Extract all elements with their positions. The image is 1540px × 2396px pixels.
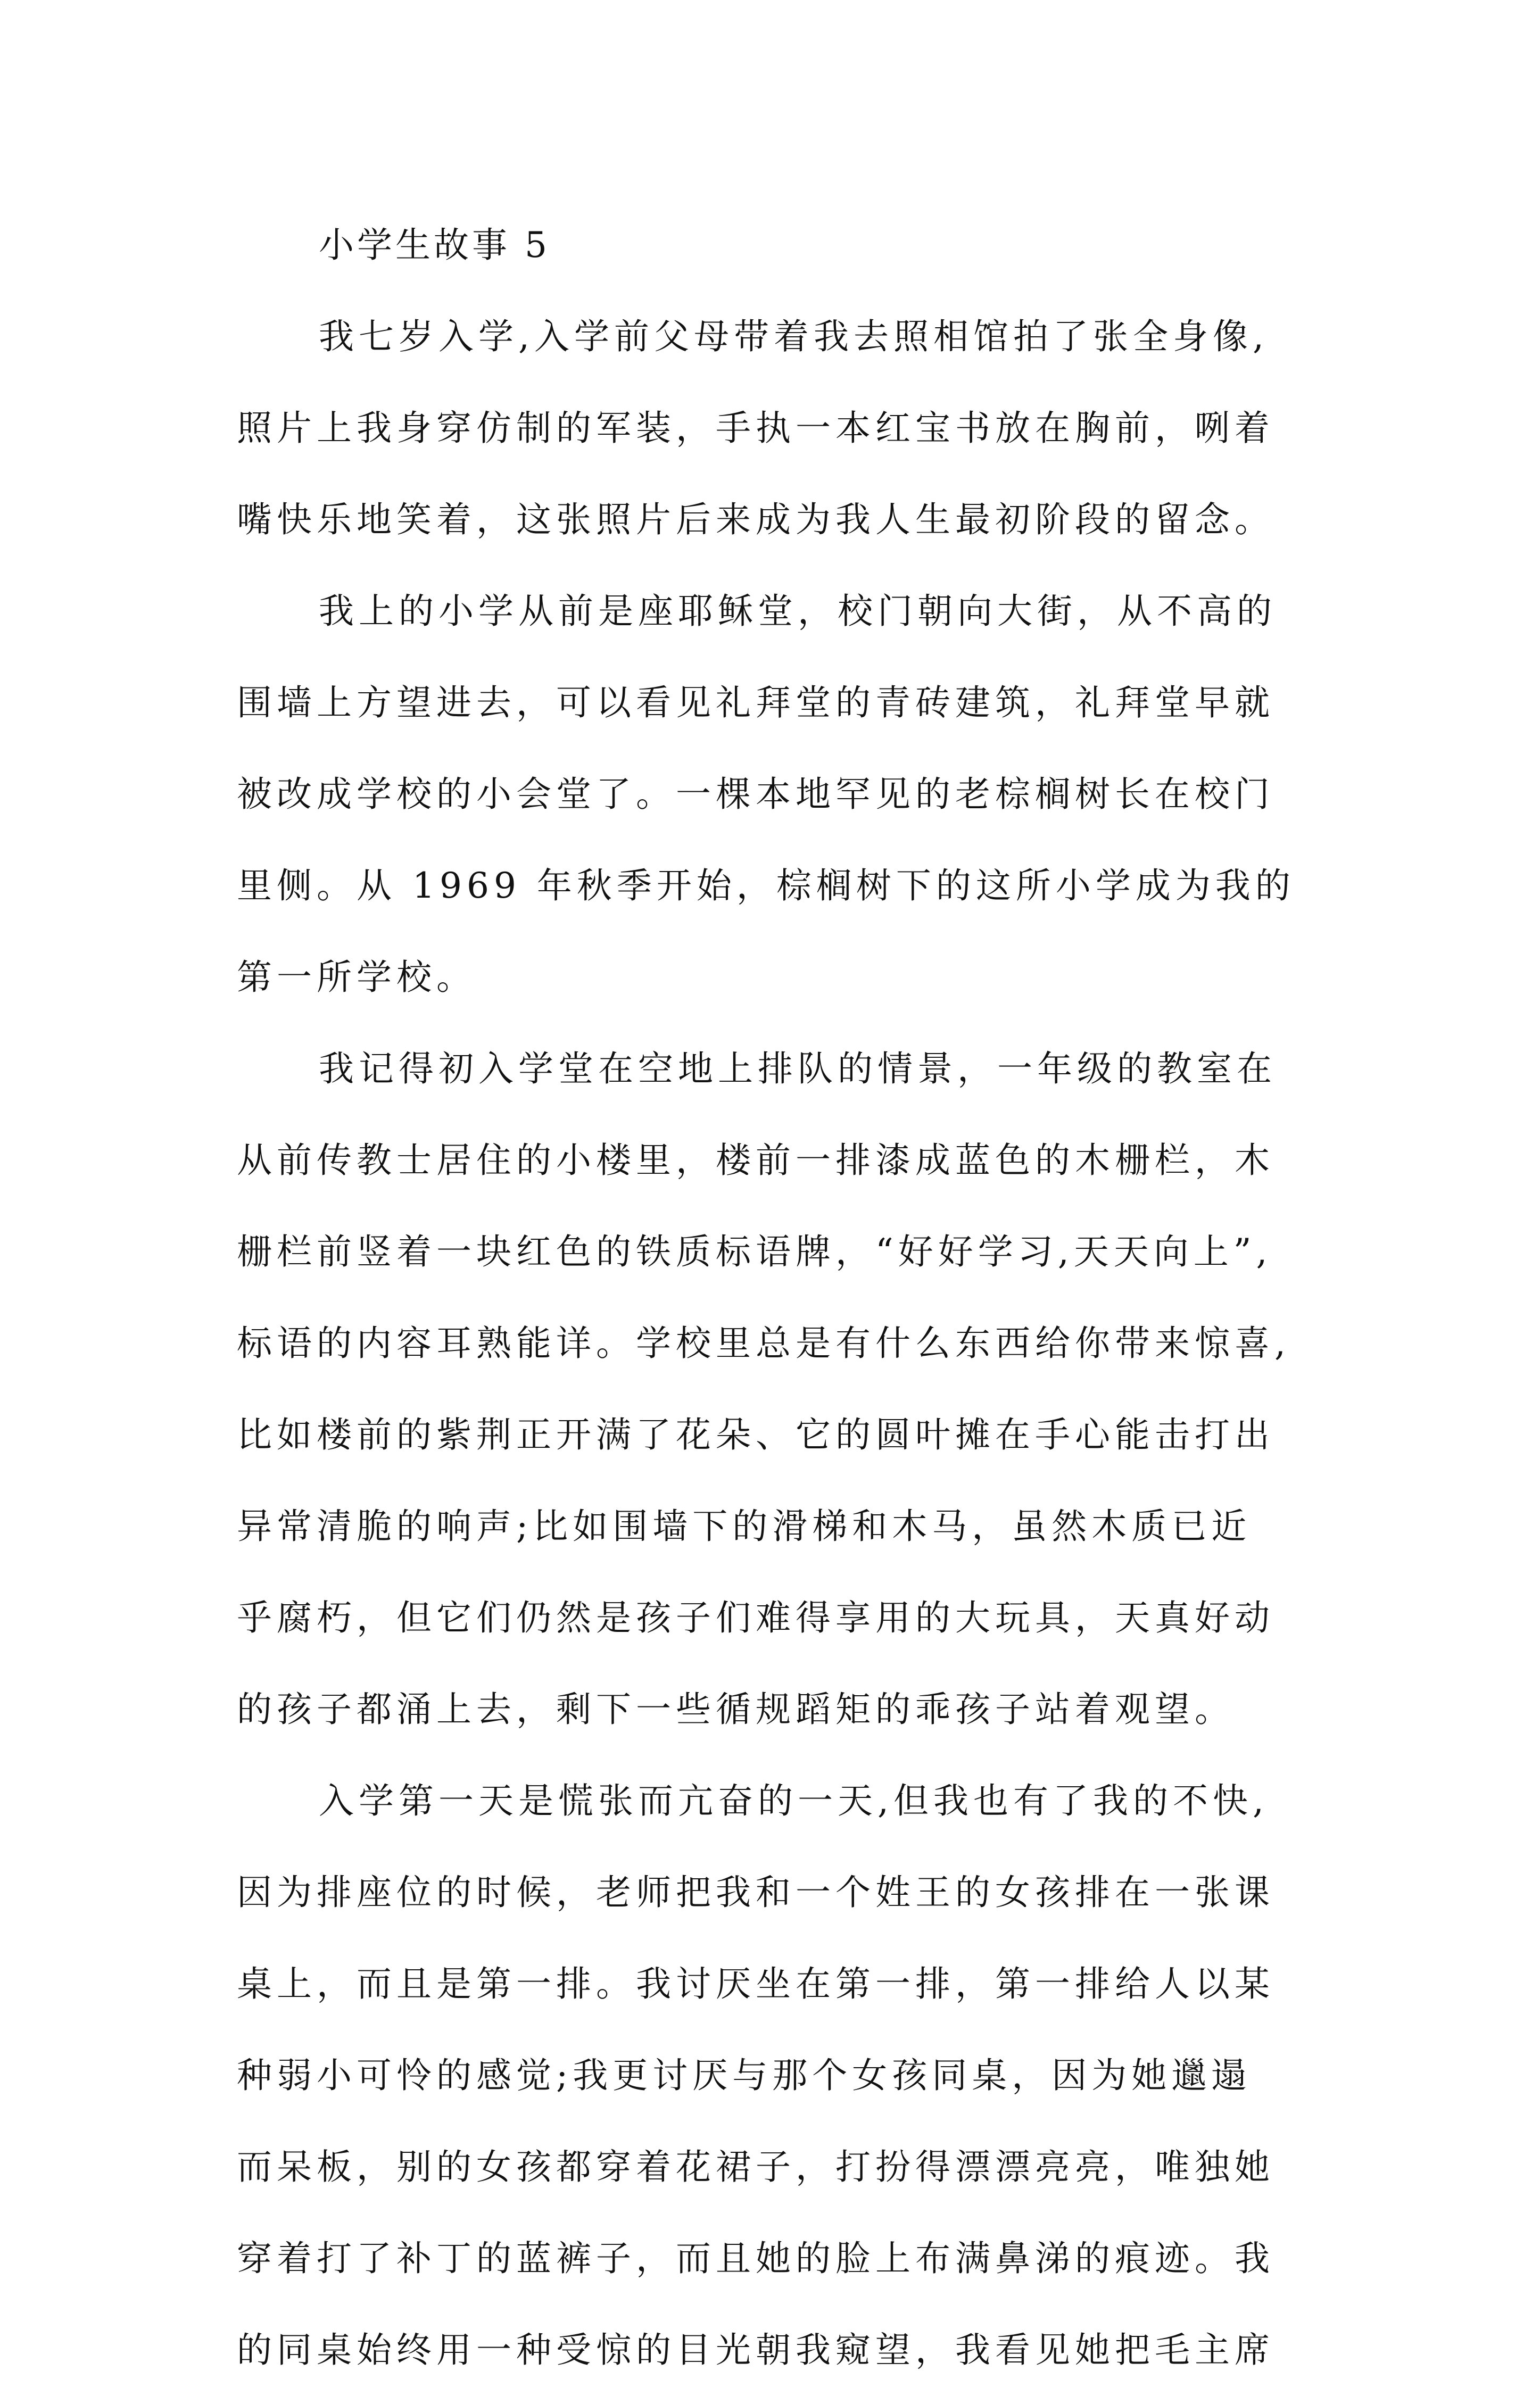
paragraph-3-line-2: 从前传教士居住的小楼里，楼前一排漆成蓝色的木栅栏，木 — [237, 1140, 1274, 1181]
paragraph-3-line-3: 栅栏前竖着一块红色的铁质标语牌，“好好学习,天天向上”, — [237, 1231, 1272, 1272]
paragraph-4-line-2: 因为排座位的时候，老师把我和一个姓王的女孩排在一张课 — [237, 1872, 1274, 1913]
paragraph-2-line-2: 围墙上方望进去，可以看见礼拜堂的青砖建筑，礼拜堂早就 — [237, 682, 1274, 723]
paragraph-1-line-3: 嘴快乐地笑着，这张照片后来成为我人生最初阶段的留念。 — [237, 499, 1274, 540]
paragraph-3-line-5: 比如楼前的紫荆正开满了花朵、它的圆叶摊在手心能击打出 — [237, 1414, 1274, 1455]
paragraph-4-line-7: 的同桌始终用一种受惊的目光朝我窥望，我看见她把毛主席 — [237, 2329, 1274, 2370]
paragraph-3-line-1: 我记得初入学堂在空地上排队的情景，一年级的教室在 — [319, 1048, 1277, 1089]
paragraph-3-line-6: 异常清脆的响声;比如围墙下的滑梯和木马，虽然木质已近 — [237, 1506, 1252, 1547]
paragraph-3-line-4: 标语的内容耳熟能详。学校里总是有什么东西给你带来惊喜, — [237, 1323, 1290, 1364]
document-title: 小学生故事 5 — [319, 225, 550, 266]
paragraph-4-line-1: 入学第一天是慌张而亢奋的一天,但我也有了我的不快, — [319, 1780, 1269, 1821]
paragraph-4-line-6: 穿着打了补丁的蓝裤子，而且她的脸上布满鼻涕的痕迹。我 — [237, 2238, 1274, 2279]
paragraph-1-line-2: 照片上我身穿仿制的军装，手执一本红宝书放在胸前，咧着 — [237, 408, 1274, 449]
document-body — [237, 200, 1333, 2396]
paragraph-4-line-5: 而呆板，别的女孩都穿着花裙子，打扮得漂漂亮亮，唯独她 — [237, 2146, 1274, 2187]
paragraph-4-line-3: 桌上，而且是第一排。我讨厌坐在第一排，第一排给人以某 — [237, 1963, 1274, 2004]
paragraph-3-line-8: 的孩子都涌上去，剩下一些循规蹈矩的乖孩子站着观望。 — [237, 1689, 1235, 1730]
paragraph-2-line-3: 被改成学校的小会堂了。一棵本地罕见的老棕榈树长在校门 — [237, 774, 1274, 815]
paragraph-3-line-7: 乎腐朽，但它们仍然是孩子们难得享用的大玩具，天真好动 — [237, 1597, 1274, 1638]
paragraph-2-line-1: 我上的小学从前是座耶稣堂，校门朝向大街，从不高的 — [319, 591, 1277, 632]
paragraph-2-line-5: 第一所学校。 — [237, 957, 476, 998]
paragraph-2-line-4: 里侧。从 1969 年秋季开始，棕榈树下的这所小学成为我的 — [237, 865, 1295, 906]
paragraph-1-line-1: 我七岁入学,入学前父母带着我去照相馆拍了张全身像, — [319, 316, 1269, 357]
paragraph-4-line-4: 种弱小可怜的感觉;我更讨厌与那个女孩同桌，因为她邋遢 — [237, 2055, 1252, 2096]
